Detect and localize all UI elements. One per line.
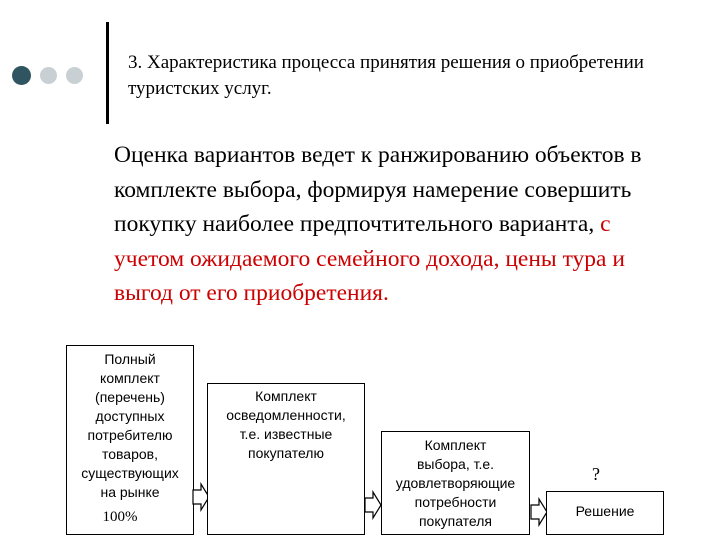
box-line: (перечень) (95, 389, 165, 405)
body-text-highlight: с учетом ожидаемого семейного дохода, цены тура и выгод от его приобретения. (114, 211, 625, 306)
light-dot (66, 67, 83, 84)
body-text-plain: Оценка вариантов ведет к ранжированию объектов в комплекте выбора, формируя намерение совершить покупку наиболее предпочтительного варианта, (114, 142, 642, 237)
slide-body (114, 138, 674, 311)
percent-label: 100% (102, 509, 138, 525)
dark-dot (12, 66, 31, 85)
box-line: выбора, т.е. (416, 456, 495, 472)
title-divider (106, 22, 109, 124)
question-mark: ? (592, 464, 600, 484)
box-line: комплект (100, 370, 160, 386)
box-line: Полный (104, 351, 156, 367)
decision-label: Решение (575, 503, 635, 519)
arrow-right-icon (364, 490, 382, 520)
box-line: Комплект (424, 437, 487, 453)
awareness-set-text (207, 387, 365, 463)
box-line: на рынке (100, 484, 160, 500)
slide-title: 3. Характеристика процесса принятия решения о приобретении туристских услуг. (128, 52, 644, 99)
box-line: доступных (95, 408, 165, 424)
box-line: потребителю (87, 427, 173, 443)
box-line: существующих (81, 465, 179, 481)
box-line: осведомленности, (226, 407, 346, 423)
box-line: Комплект (255, 388, 317, 404)
box-line: т.е. известные (239, 426, 333, 442)
box-line: удовлетворяющие (395, 475, 516, 491)
box-line: товаров, (101, 446, 158, 462)
box-line: покупателю (248, 445, 324, 461)
full-set-text (66, 350, 194, 502)
light-dot (40, 67, 57, 84)
choice-set-text (381, 436, 530, 531)
box-line: покупателя (418, 513, 493, 529)
box-line: потребности (414, 494, 497, 510)
